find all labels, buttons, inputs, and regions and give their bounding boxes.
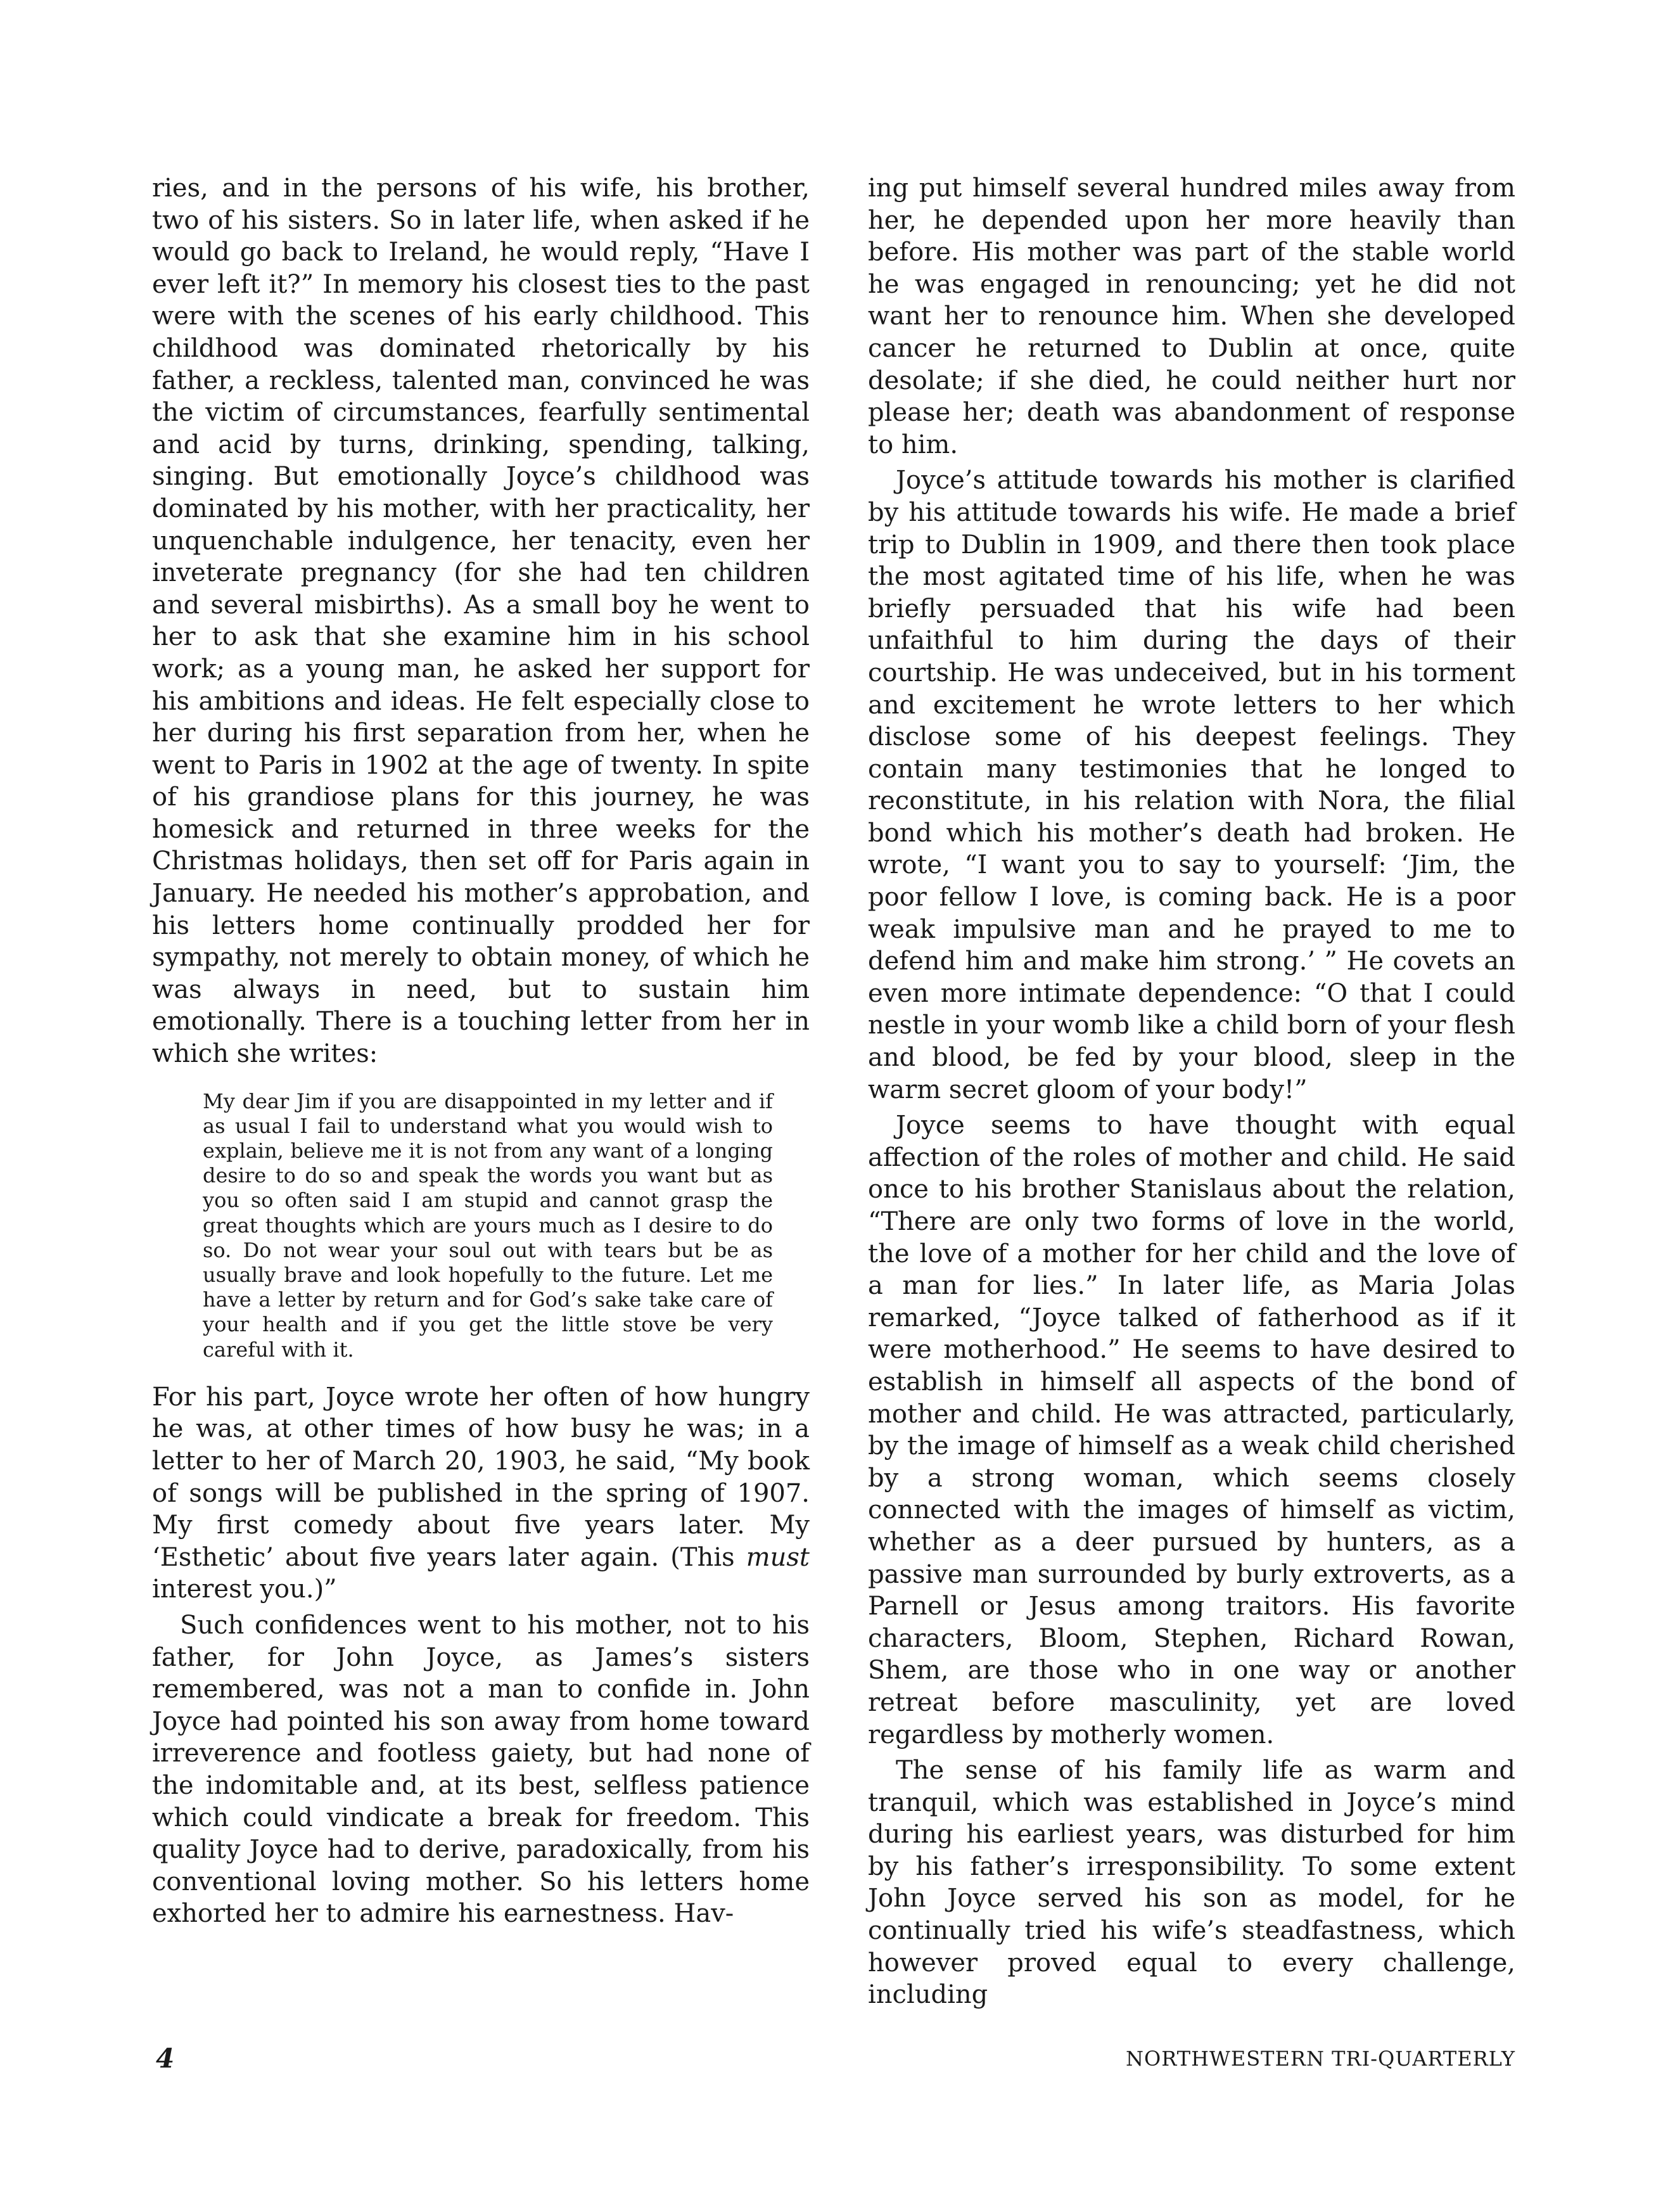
paragraph [152, 1381, 810, 1606]
emphasis-text: must [746, 1542, 810, 1572]
paragraph-text: For his part, Joyce wrote her often of how hungry he was, at other times of how busy he was; in a letter to her of March 20, 1903, he said, “My book of songs will be published in the spring of 1907. My first comedy about five years later. My ‘Esthetic’ about five years later again. (This [152, 1382, 810, 1572]
quote-text: My dear Jim if you are disappointed in my letter and if as usual I fail to understand what you would wish to explain, believe me it is not from any want of a longing desire to do so and speak the words you want but as you so often said I am stupid and cannot grasp the great thoughts which are yours much as I desire to do so. Do not wear your soul out with tears but be as usually brave and look hopefully to the future. Let me have a letter by return and for God’s sake take care of your health and if you get the little stove be very careful with it. [203, 1089, 773, 1362]
paragraph: The sense of his family life as warm and tranquil, which was established in Joyce’s mind during his earliest years, was disturbed for him by his father’s irresponsibility. To some extent John Joyce served his son as model, for he continually tried his wife’s steadfastness, which however proved equal to every challenge, including [868, 1756, 1515, 2010]
right-column [868, 172, 1515, 2011]
left-column [152, 172, 810, 1930]
paragraph: Joyce’s attitude towards his mother is clarified by his attitude towards his wife. He made a brief trip to Dublin in 1909, and there then took place the most agitated time of his life, when he was briefly persuaded that his wife had been unfaithful to him during the days of their courtship. He was undeceived, but in his torment and excitement he wrote letters to her which disclose some of his deepest feelings. They contain many testimonies that he longed to reconstitute, in his relation with Nora, the filial bond which his mother’s death had broken. He wrote, “I want you to say to yourself: ‘Jim, the poor fellow I love, is coming back. He is a poor weak impulsive man and he prayed to me to defend him and make him strong.’ ” He covets an even more intimate dependence: “O that I could nestle in your womb like a child born of your flesh and blood, be fed by your blood, sleep in the warm secret gloom of your body!” [868, 466, 1515, 1104]
paragraph: Such confidences went to his mother, not to his father, for John Joyce, as James’s sisters remembered, was not a man to confide in. John Joyce had pointed his son away from home toward irreverence and footless gaiety, but had none of the indomitable and, at its best, selfless patience which could vindicate a break for freedom. This quality Joyce had to derive, paradoxically, from his conventional loving mother. So his letters home exhorted her to admire his earnestness. Hav- [152, 1611, 810, 1929]
paragraph-text: interest you.)” [152, 1575, 337, 1604]
paragraph: ries, and in the persons of his wife, his brother, two of his sisters. So in later life, when asked if he would go back to Ireland, he would reply, “Have I ever left it?” In memory his closest ties to the past were with the scenes of his early childhood. This childhood was dominated rhetorically by his father, a reckless, talented man, convinced he was the victim of circumstances, fearfully sentimental and acid by turns, drinking, spending, talking, singing. But emotionally Joyce’s childhood was dominated by his mother, with her practicality, her unquenchable indulgence, her tenacity, even her inveterate pregnancy (for she had ten children and several misbirths). As a small boy he went to her to ask that she examine him in his school work; as a young man, he asked her support for his ambitions and ideas. He felt especially close to her during his first separation from her, when he went to Paris in 1902 at the age of twenty. In spite of his grandiose plans for this journey, he was homesick and returned in three weeks for the Christmas holidays, then set off for Paris again in January. He needed his mother’s approbation, and his letters home continually prodded her for sympathy, not merely to obtain money, of which he was always in need, but to sustain him emotionally. There is a touching letter from her in which she writes: [152, 174, 810, 1069]
page-number: 4 [156, 2043, 175, 2074]
block-quote-letter [203, 1089, 773, 1362]
paragraph: Joyce seems to have thought with equal affection of the roles of mother and child. He said once to his brother Stanislaus about the relation, “There are only two forms of love in the world, the love of a mother for her child and the love of a man for lies.” In later life, as Maria Jolas remarked, “Joyce talked of fatherhood as if it were motherhood.” He seems to have desired to establish in himself all aspects of the bond of mother and child. He was attracted, particularly, by the image of himself as a weak child cherished by a strong woman, which seems closely connected with the images of himself as victim, whether as a deer pursued by hunters, as a passive man surrounded by burly extroverts, as a Parnell or Jesus among traitors. His favorite characters, Bloom, Stephen, Richard Rowan, Shem, are those who in one way or another retreat before masculinity, yet are loved regardless by motherly women. [868, 1111, 1515, 1749]
paragraph: ing put himself several hundred miles away from her, he depended upon her more heavily than before. His mother was part of the stable world he was engaged in renouncing; yet he did not want her to renounce him. When she developed cancer he returned to Dublin at once, quite desolate; if she died, he could neither hurt nor please her; death was abandonment of response to him. [868, 174, 1515, 459]
journal-title: NORTHWESTERN TRI-QUARTERLY [1125, 2047, 1515, 2071]
